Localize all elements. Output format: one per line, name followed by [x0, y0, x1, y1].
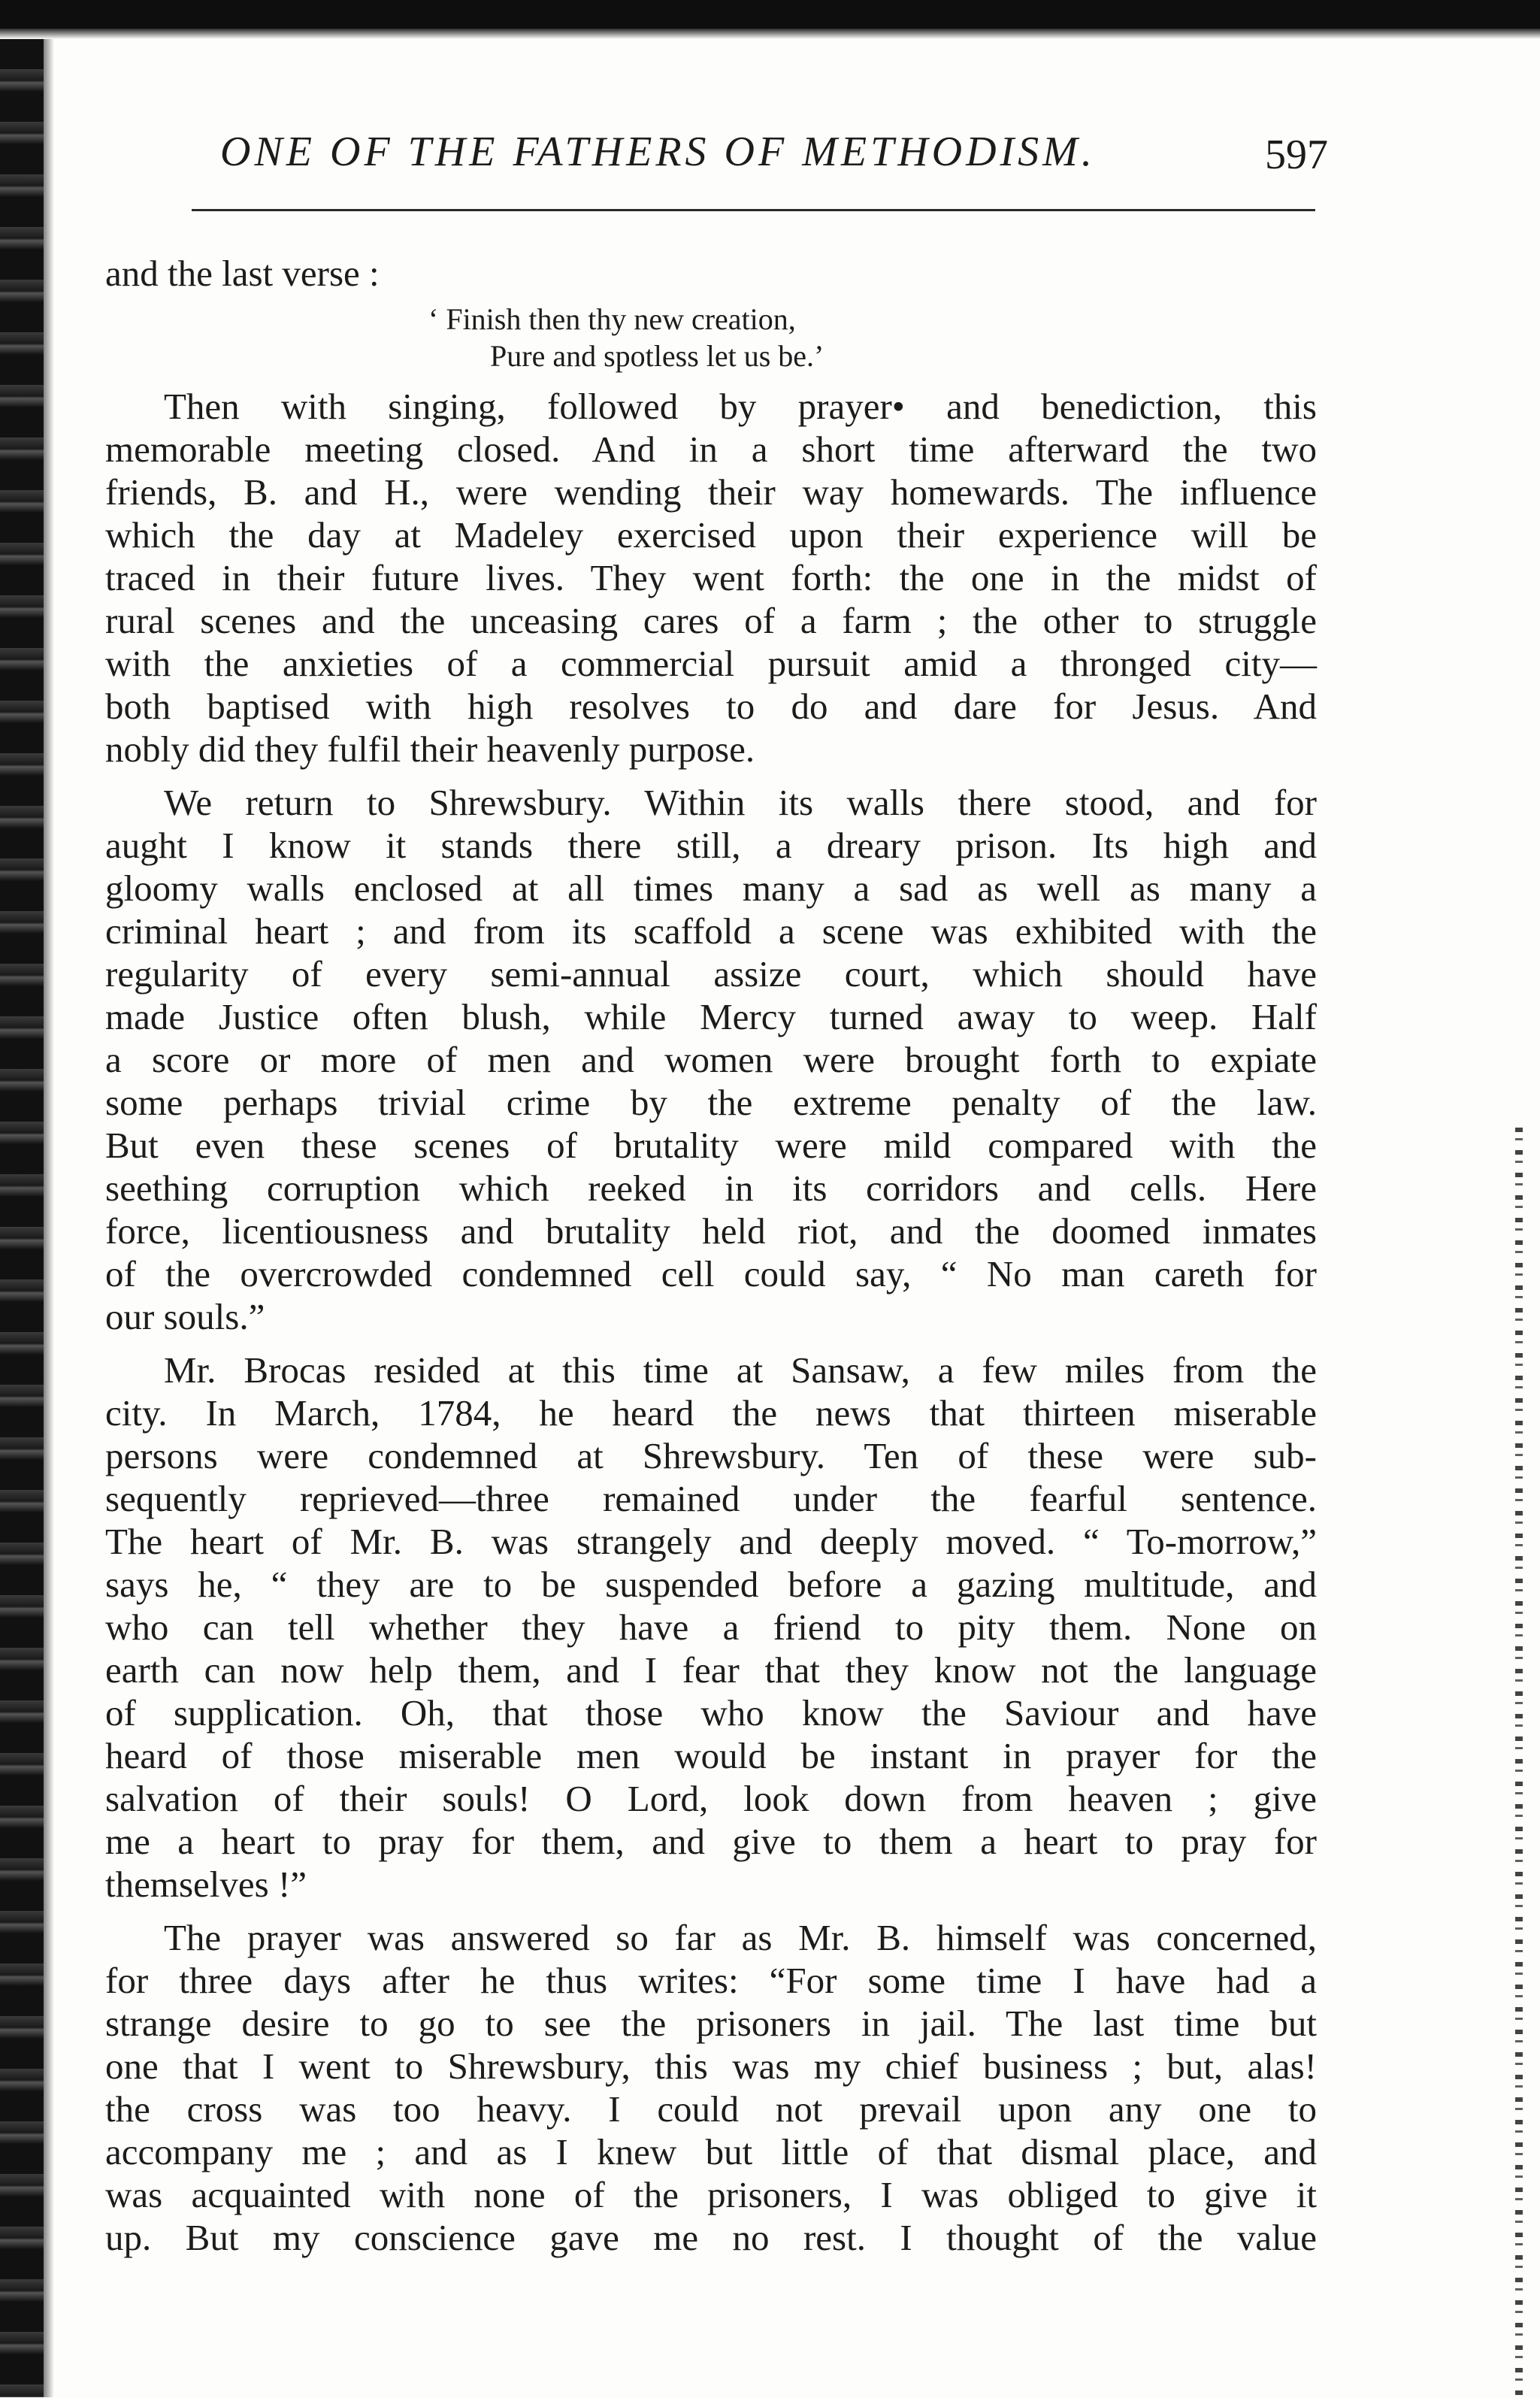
text-line: The heart of Mr. B. was strangely and deeply moved. “ To-morrow,” — [105, 1521, 1317, 1562]
text-line: with the anxieties of a commercial pursuit amid a thronged city— — [105, 643, 1317, 684]
book-page — [105, 120, 1328, 2258]
text-line: The prayer was answered so far as Mr. B. himself was concerned, — [164, 1917, 1317, 1958]
page-number: 597 — [1265, 132, 1328, 178]
running-title: ONE OF THE FATHERS OF METHODISM. — [220, 129, 1096, 175]
text-line: our souls.” — [105, 1296, 265, 1337]
scan-binding-shadow — [44, 39, 54, 2397]
scan-right-speckle — [1515, 1128, 1523, 2398]
text-line: earth can now help them, and I fear that they know not the language — [105, 1649, 1317, 1691]
header-rule — [192, 209, 1315, 211]
text-line: salvation of their souls! O Lord, look down from heaven ; give — [105, 1778, 1317, 1819]
text-line: was acquainted with none of the prisoners, I was obliged to give it — [105, 2174, 1317, 2215]
intro-line: and the last verse : — [105, 253, 380, 294]
text-line: seething corruption which reeked in its corridors and cells. Here — [105, 1167, 1317, 1209]
text-line: We return to Shrewsbury. Within its walls there stood, and for — [164, 782, 1317, 823]
text-line: one that I went to Shrewsbury, this was my chief business ; but, alas! — [105, 2045, 1317, 2087]
body-text — [105, 252, 1317, 2259]
text-line: both baptised with high resolves to do and dare for Jesus. And — [105, 686, 1317, 727]
text-line: up. But my conscience gave me no rest. I thought of the value — [105, 2217, 1317, 2258]
text-line: the cross was too heavy. I could not prevail upon any one to — [105, 2088, 1317, 2130]
paragraph-prayer-answered — [105, 1916, 1317, 2259]
text-line: friends, B. and H., were wending their way homewards. The influence — [105, 471, 1317, 513]
text-line: force, licentiousness and brutality held riot, and the doomed inmates — [105, 1210, 1317, 1252]
text-line: memorable meeting closed. And in a short time afterward the two — [105, 428, 1317, 470]
text-line: city. In March, 1784, he heard the news that thirteen miserable — [105, 1392, 1317, 1434]
text-line: traced in their future lives. They went forth: the one in the midst of — [105, 557, 1317, 598]
text-line: themselves !” — [105, 1864, 307, 1905]
scan-top-shadow — [0, 29, 1540, 39]
text-line: some perhaps trivial crime by the extreme penalty of the law. — [105, 1082, 1317, 1123]
text-line: rural scenes and the unceasing cares of a farm ; the other to struggle — [105, 600, 1317, 641]
verse-line: ‘ Finish then thy new creation, — [428, 302, 796, 336]
text-line: which the day at Madeley exercised upon their experience will be — [105, 514, 1317, 556]
text-line: me a heart to pray for them, and give to them a heart to pray for — [105, 1821, 1317, 1862]
text-line: aught I know it stands there still, a dreary prison. Its high and — [105, 825, 1317, 866]
text-line: But even these scenes of brutality were mild compared with the — [105, 1125, 1317, 1166]
text-line: made Justice often blush, while Mercy turned away to weep. Half — [105, 996, 1317, 1037]
paragraph-mr-brocas — [105, 1349, 1317, 1906]
text-line: gloomy walls enclosed at all times many a sad as well as many a — [105, 867, 1317, 909]
scan-binding-edge — [0, 39, 44, 2397]
verse-line: Pure and spotless let us be.’ — [490, 339, 824, 373]
text-line: accompany me ; and as I knew but little of that dismal place, and — [105, 2131, 1317, 2172]
text-line: of the overcrowded condemned cell could say, “ No man careth for — [105, 1253, 1317, 1294]
verse-quote — [105, 301, 1317, 374]
text-line: a score or more of men and women were brought forth to expiate — [105, 1039, 1317, 1080]
scan-top-edge — [0, 0, 1540, 29]
text-line: regularity of every semi-annual assize court, which should have — [105, 953, 1317, 995]
text-line: says he, “ they are to be suspended before a gazing multitude, and — [105, 1564, 1317, 1605]
text-line: who can tell whether they have a friend to pity them. None on — [105, 1606, 1317, 1648]
text-line: nobly did they fulfil their heavenly purpose. — [105, 728, 755, 770]
text-line: persons were condemned at Shrewsbury. Ten of these were sub- — [105, 1435, 1317, 1476]
paragraph-shrewsbury-prison — [105, 781, 1317, 1338]
text-line: Mr. Brocas resided at this time at Sansaw, a few miles from the — [164, 1349, 1317, 1391]
text-line: criminal heart ; and from its scaffold a scene was exhibited with the — [105, 910, 1317, 952]
text-line: for three days after he thus writes: “For some time I have had a — [105, 1960, 1317, 2001]
text-line: strange desire to go to see the prisoners in jail. The last time but — [105, 2003, 1317, 2044]
text-line: sequently reprieved—three remained under the fearful sentence. — [105, 1478, 1317, 1519]
text-line: of supplication. Oh, that those who know the Saviour and have — [105, 1692, 1317, 1733]
paragraph-closing-meeting — [105, 385, 1317, 771]
text-line: Then with singing, followed by prayer• and benediction, this — [164, 386, 1317, 427]
running-head — [105, 120, 1328, 203]
text-line: heard of those miserable men would be instant in prayer for the — [105, 1735, 1317, 1776]
